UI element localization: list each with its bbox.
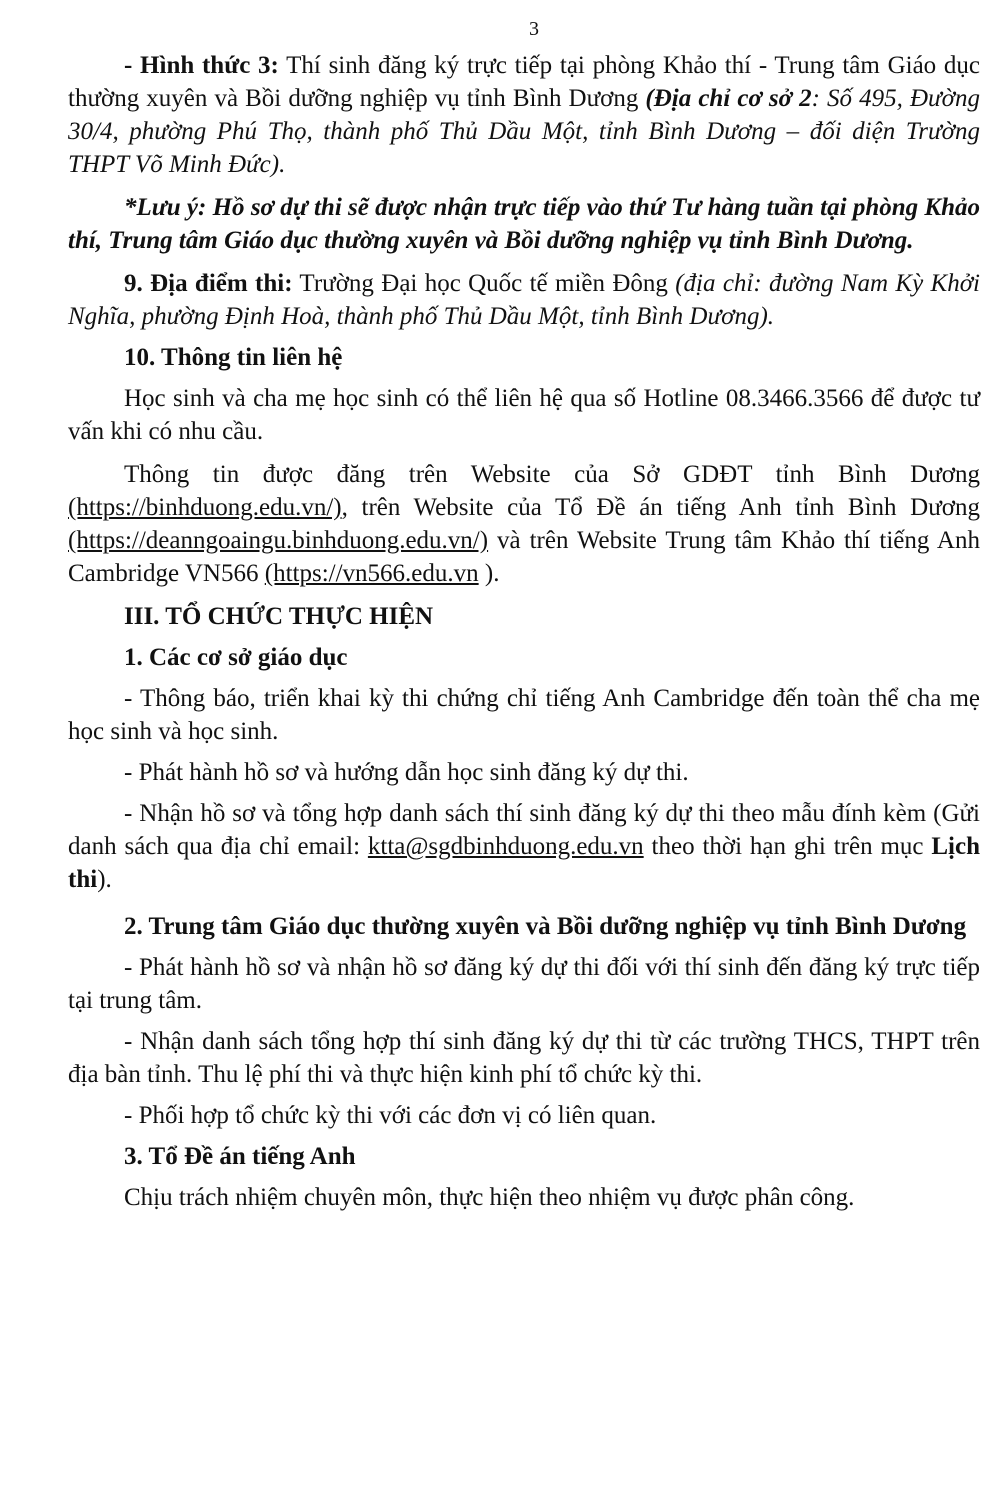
link-deanngoaingu[interactable]: (https://deanngoaingu.binhduong.edu.vn/) [68, 527, 489, 554]
form-3-address-label: (Địa chỉ cơ sở 2 [645, 85, 812, 112]
websites-text-d: ). [478, 560, 500, 587]
websites-text-b: , trên Website của Tổ Đề án tiếng Anh tỉnh Bình Dương [341, 494, 980, 521]
page-number: 3 [529, 18, 539, 40]
link-sogddt[interactable]: (https://binhduong.edu.vn/) [68, 494, 342, 521]
english-team-text: Chịu trách nhiệm chuyên môn, thực hiện theo nhiệm vụ được phân công. [124, 1184, 855, 1211]
paragraph-websites [68, 458, 980, 590]
note-text: *Lưu ý: Hồ sơ dự thi sẽ được nhận trực tiếp vào thứ Tư hàng tuần tại phòng Khảo thí, Trung tâm Giáo dục thường xuyên và Bồi dưỡng nghiệp vụ tỉnh Bình Dương. [68, 194, 980, 254]
email-link[interactable]: ktta@sgdbinhduong.edu.vn [367, 833, 644, 860]
note-paragraph [68, 191, 980, 257]
link-vn566[interactable]: (https://vn566.edu.vn [264, 560, 479, 587]
form-3-label: - Hình thức 3: [124, 52, 279, 79]
exam-schedule-label: Lịch thi [68, 833, 980, 893]
facilities-bullet-1: - Thông báo, triển khai kỳ thi chứng chỉ tiếng Anh Cambridge đến toàn thể cha mẹ học sinh và học sinh. [68, 685, 980, 745]
facilities-bullet-3-a: - Nhận hồ sơ và tổng hợp danh sách thí sinh đăng ký dự thi theo mẫu đính kèm (Gửi danh sách qua địa chỉ email: [68, 800, 980, 860]
websites-text-c: và trên Website Trung tâm Khảo thí tiếng Anh Cambridge VN566 [68, 527, 980, 587]
center-bullet-1: - Phát hành hồ sơ và nhận hồ sơ đăng ký dự thi đối với thí sinh đến đăng ký trực tiếp tại trung tâm. [68, 954, 980, 1014]
exam-location-text: Trường Đại học Quốc tế miền Đông [292, 270, 676, 297]
paragraph-hotline: Học sinh và cha mẹ học sinh có thể liên hệ qua số Hotline 08.3466.3566 để được tư vấn khi có nhu cầu. [68, 385, 980, 445]
facilities-bullet-2: - Phát hành hồ sơ và hướng dẫn học sinh đăng ký dự thi. [124, 759, 689, 786]
exam-location-address: (địa chỉ: đường Nam Kỳ Khởi Nghĩa, phường Định Hoà, thành phố Thủ Dầu Một, tỉnh Bình Dương). [68, 270, 980, 330]
paragraph-exam-location [68, 267, 980, 333]
heading-contact-info: 10. Thông tin liên hệ [124, 344, 343, 371]
form-3-address: : Số 495, Đường 30/4, phường Phú Thọ, thành phố Thủ Dầu Một, tỉnh Bình Dương – đối diện Trường THPT Võ Minh Đức). [68, 85, 980, 178]
center-bullet-2: - Nhận danh sách tổng hợp thí sinh đăng ký dự thi từ các trường THCS, THPT trên địa bàn tỉnh. Thu lệ phí thi và thực hiện kinh phí tổ chức kỳ thi. [68, 1028, 980, 1088]
facilities-bullet-3 [68, 797, 980, 896]
form-3-text: Thí sinh đăng ký trực tiếp tại phòng Khảo thí - Trung tâm Giáo dục thường xuyên và Bồi dưỡng nghiệp vụ tỉnh Bình Dương [68, 52, 980, 112]
heading-education-facilities: 1. Các cơ sở giáo dục [124, 644, 348, 671]
heading-training-center: 2. Trung tâm Giáo dục thường xuyên và Bồi dưỡng nghiệp vụ tỉnh Bình Dương [124, 913, 967, 940]
facilities-bullet-3-d: ). [97, 866, 112, 893]
heading-english-project-team: 3. Tổ Đề án tiếng Anh [124, 1143, 356, 1170]
paragraph-exam-form-3 [68, 49, 980, 181]
center-bullet-3: - Phối hợp tổ chức kỳ thi với các đơn vị có liên quan. [124, 1102, 657, 1129]
websites-text-a: Thông tin được đăng trên Website của Sở GDĐT tỉnh Bình Dương [124, 461, 980, 488]
facilities-bullet-3-b: theo thời hạn ghi trên mục [643, 833, 932, 860]
heading-implementation: III. TỔ CHỨC THỰC HIỆN [124, 603, 434, 630]
exam-location-label: 9. Địa điểm thi: [124, 270, 293, 297]
